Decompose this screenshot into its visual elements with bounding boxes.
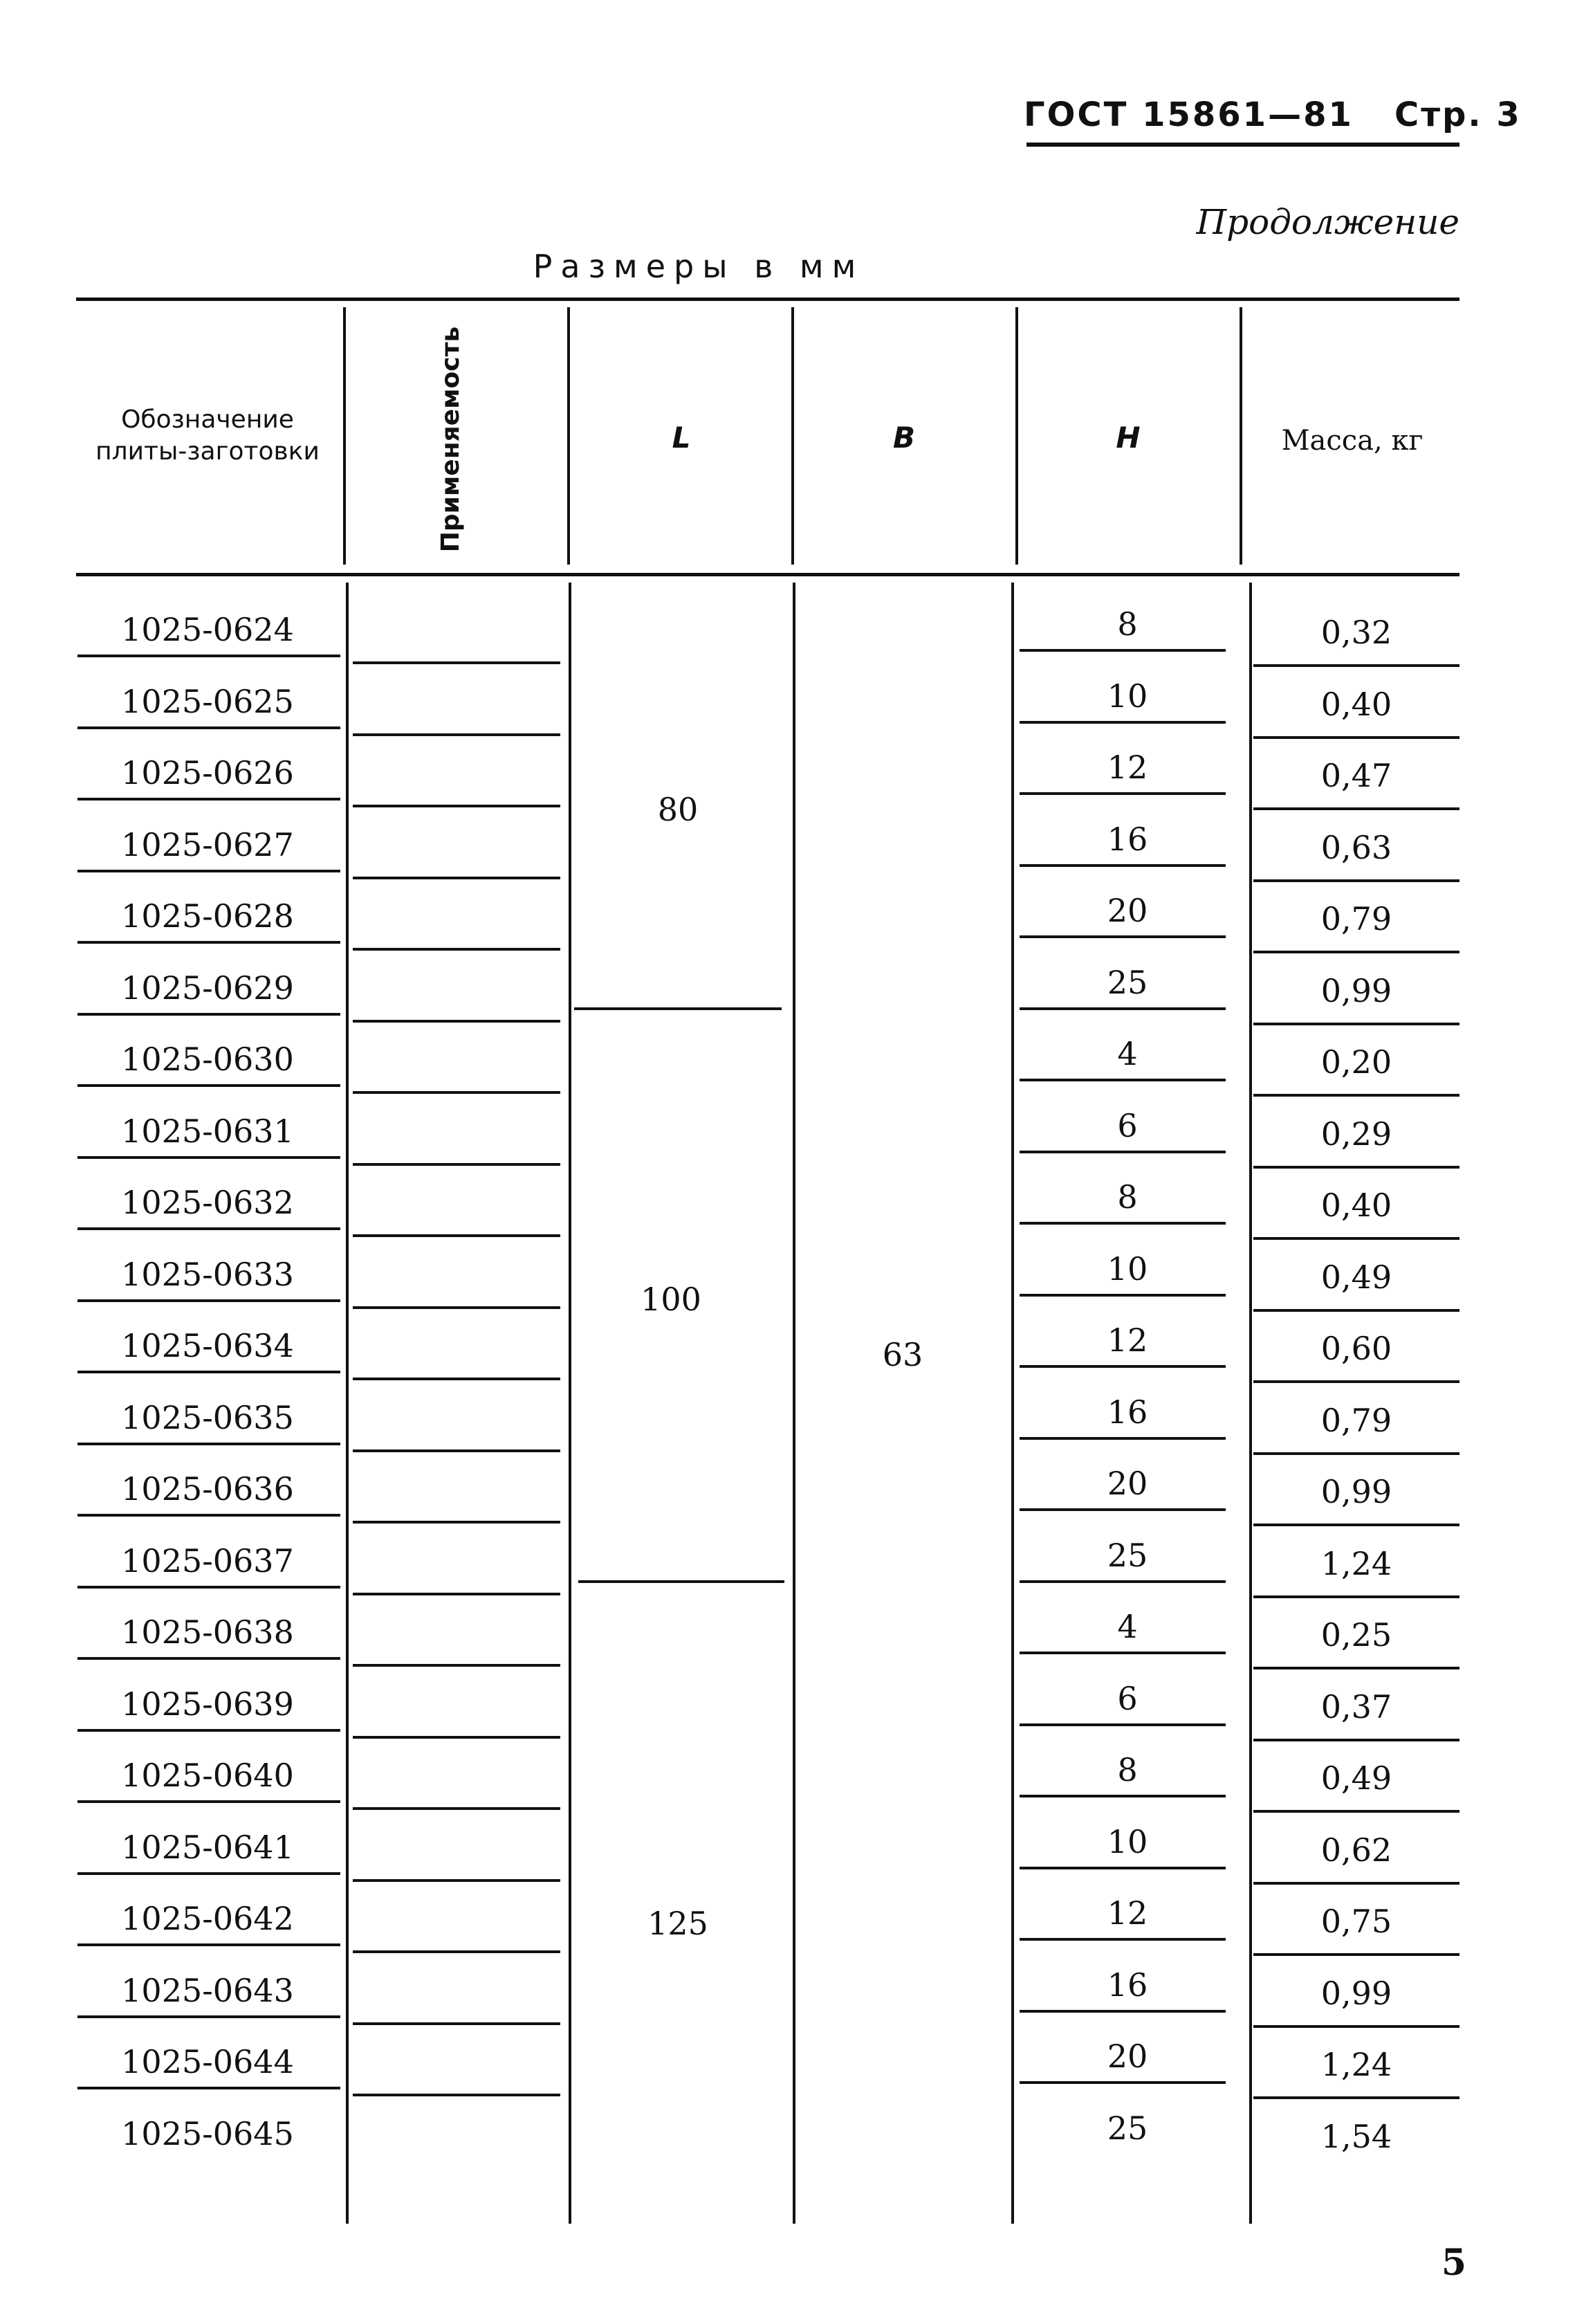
H-cell: 8 <box>1117 1178 1138 1216</box>
mass-row-line <box>1253 1739 1459 1741</box>
body-divider-1 <box>346 583 349 2224</box>
table-header-bottom-rule <box>76 573 1459 576</box>
designation-cell: 1025-0630 <box>121 1041 294 1078</box>
page-number: 5 <box>1441 2242 1466 2284</box>
H-cell: 4 <box>1117 1035 1138 1072</box>
designation-row-line <box>77 1156 340 1159</box>
applicability-row-line <box>353 2094 560 2096</box>
H-row-line <box>1020 1651 1226 1654</box>
column-header-designation: Обозначение плиты-заготовки <box>95 405 320 466</box>
designation-cell: 1025-0628 <box>121 897 294 935</box>
header-underline <box>1026 143 1459 147</box>
header-divider-5 <box>1240 307 1242 565</box>
designation-cell: 1025-0641 <box>121 1829 294 1866</box>
H-row-line <box>1020 1294 1226 1297</box>
header-divider-2 <box>567 307 570 565</box>
H-row-line <box>1020 1938 1226 1941</box>
designation-cell: 1025-0629 <box>121 969 294 1007</box>
dimensions-caption: Размеры в мм <box>533 248 865 285</box>
H-row-line <box>1020 1867 1226 1869</box>
designation-cell: 1025-0627 <box>121 826 294 863</box>
mass-row-line <box>1253 1953 1459 1956</box>
applicability-row-line <box>353 2022 560 2025</box>
H-row-line <box>1020 1723 1226 1726</box>
body-divider-5 <box>1249 583 1252 2224</box>
designation-row-line <box>77 1586 340 1589</box>
designation-row-line <box>77 726 340 729</box>
mass-row-line <box>1253 2096 1459 2099</box>
H-cell: 20 <box>1107 1465 1148 1502</box>
designation-row-line <box>77 1371 340 1373</box>
H-cell: 16 <box>1107 1393 1148 1431</box>
H-cell: 8 <box>1117 1751 1138 1788</box>
mass-cell: 0,60 <box>1320 1330 1392 1367</box>
applicability-row-line <box>353 1807 560 1810</box>
applicability-row-line <box>353 1234 560 1237</box>
mass-cell: 0,49 <box>1320 1259 1392 1296</box>
H-cell: 4 <box>1117 1608 1138 1645</box>
H-row-line <box>1020 1222 1226 1225</box>
H-row-line <box>1020 1079 1226 1081</box>
designation-row-line <box>77 1227 340 1230</box>
mass-row-line <box>1253 1023 1459 1025</box>
mass-cell: 0,29 <box>1320 1115 1392 1153</box>
mass-row-line <box>1253 807 1459 810</box>
body-divider-4 <box>1011 583 1014 2224</box>
H-cell: 20 <box>1107 2038 1148 2075</box>
body-divider-2 <box>569 583 571 2224</box>
applicability-row-line <box>353 1020 560 1023</box>
H-row-line <box>1020 2081 1226 2084</box>
H-row-line <box>1020 721 1226 724</box>
mass-row-line <box>1253 2025 1459 2028</box>
mass-cell: 0,37 <box>1320 1688 1392 1726</box>
H-row-line <box>1020 649 1226 652</box>
mass-row-line <box>1253 1166 1459 1169</box>
designation-cell: 1025-0639 <box>121 1685 294 1723</box>
H-cell: 12 <box>1107 1894 1148 1932</box>
designation-cell: 1025-0636 <box>121 1470 294 1508</box>
standard-title: ГОСТ 15861—81 <box>1024 95 1354 134</box>
designation-row-line <box>77 798 340 800</box>
designation-cell: 1025-0642 <box>121 1900 294 1937</box>
H-row-line <box>1020 935 1226 938</box>
H-row-line <box>1020 1580 1226 1583</box>
header-divider-3 <box>791 307 794 565</box>
H-row-line <box>1020 2010 1226 2013</box>
H-row-line <box>1020 1437 1226 1440</box>
mass-row-line <box>1253 664 1459 667</box>
designation-row-line <box>77 2087 340 2089</box>
H-cell: 10 <box>1107 677 1148 715</box>
column-header-applicability: Применяемость <box>436 326 465 553</box>
designation-cell: 1025-0644 <box>121 2043 294 2080</box>
designation-row-line <box>77 941 340 944</box>
H-cell: 16 <box>1107 1966 1148 2004</box>
applicability-row-line <box>353 1521 560 1524</box>
mass-cell: 0,79 <box>1320 900 1392 937</box>
H-row-line <box>1020 1365 1226 1368</box>
H-row-line <box>1020 1508 1226 1511</box>
H-row-line <box>1020 864 1226 867</box>
designation-cell: 1025-0634 <box>121 1327 294 1364</box>
applicability-row-line <box>353 1306 560 1309</box>
mass-cell: 0,63 <box>1320 829 1392 866</box>
applicability-row-line <box>353 1378 560 1380</box>
applicability-row-line <box>353 1593 560 1595</box>
mass-cell: 1,54 <box>1320 2118 1392 2155</box>
L-group-separator-2 <box>578 1580 784 1583</box>
H-cell: 12 <box>1107 1321 1148 1359</box>
designation-row-line <box>77 1514 340 1517</box>
mass-row-line <box>1253 951 1459 953</box>
header-divider-4 <box>1015 307 1018 565</box>
mass-row-line <box>1253 1524 1459 1526</box>
designation-cell: 1025-0643 <box>121 1972 294 2009</box>
H-row-line <box>1020 1795 1226 1797</box>
B-value: 63 <box>882 1336 923 1373</box>
H-cell: 20 <box>1107 892 1148 929</box>
designation-cell: 1025-0633 <box>121 1256 294 1293</box>
H-cell: 25 <box>1107 964 1148 1001</box>
mass-row-line <box>1253 1380 1459 1383</box>
designation-cell: 1025-0635 <box>121 1399 294 1436</box>
designation-row-line <box>77 1729 340 1732</box>
mass-cell: 1,24 <box>1320 2046 1392 2083</box>
mass-cell: 1,24 <box>1320 1545 1392 1582</box>
mass-cell: 0,99 <box>1320 1975 1392 2012</box>
applicability-row-line <box>353 948 560 951</box>
mass-row-line <box>1253 1667 1459 1669</box>
designation-row-line <box>77 1013 340 1016</box>
applicability-row-line <box>353 1449 560 1452</box>
designation-row-line <box>77 1443 340 1445</box>
mass-row-line <box>1253 1309 1459 1312</box>
column-header-H: H <box>1116 421 1141 455</box>
designation-row-line <box>77 655 340 657</box>
body-divider-3 <box>793 583 795 2224</box>
mass-row-line <box>1253 1237 1459 1240</box>
header-divider-1 <box>343 307 346 565</box>
H-cell: 10 <box>1107 1250 1148 1288</box>
column-header-mass: Масса, кг <box>1281 425 1424 457</box>
designation-row-line <box>77 1084 340 1087</box>
applicability-row-line <box>353 733 560 736</box>
H-cell: 12 <box>1107 749 1148 786</box>
H-cell: 6 <box>1117 1680 1138 1717</box>
mass-cell: 0,40 <box>1320 686 1392 723</box>
L-value-100: 100 <box>641 1281 701 1318</box>
H-cell: 8 <box>1117 605 1138 643</box>
designation-cell: 1025-0638 <box>121 1613 294 1651</box>
H-cell: 25 <box>1107 1537 1148 1574</box>
mass-cell: 0,47 <box>1320 757 1392 794</box>
applicability-row-line <box>353 805 560 807</box>
mass-row-line <box>1253 1595 1459 1598</box>
H-row-line <box>1020 1007 1226 1010</box>
continuation-label: Продолжение <box>1196 202 1459 242</box>
designation-cell: 1025-0632 <box>121 1184 294 1221</box>
L-value-125: 125 <box>647 1905 708 1942</box>
designation-row-line <box>77 1657 340 1660</box>
mass-cell: 0,20 <box>1320 1043 1392 1081</box>
applicability-row-line <box>353 1091 560 1094</box>
designation-row-line <box>77 870 340 872</box>
designation-row-line <box>77 1299 340 1302</box>
column-header-L: L <box>672 421 691 455</box>
mass-row-line <box>1253 736 1459 739</box>
H-cell: 16 <box>1107 821 1148 858</box>
applicability-row-line <box>353 877 560 879</box>
applicability-row-line <box>353 1879 560 1882</box>
designation-cell: 1025-0640 <box>121 1757 294 1794</box>
designation-cell: 1025-0631 <box>121 1113 294 1150</box>
applicability-row-line <box>353 1950 560 1953</box>
page-label: Стр. 3 <box>1394 95 1522 134</box>
L-value-80: 80 <box>657 791 699 828</box>
mass-row-line <box>1253 879 1459 882</box>
designation-row-line <box>77 1943 340 1946</box>
mass-cell: 0,75 <box>1320 1903 1392 1940</box>
mass-cell: 0,32 <box>1320 614 1392 651</box>
designation-cell: 1025-0624 <box>121 611 294 648</box>
mass-cell: 0,25 <box>1320 1616 1392 1654</box>
H-row-line <box>1020 1151 1226 1153</box>
H-cell: 25 <box>1107 2110 1148 2147</box>
designation-row-line <box>77 1800 340 1803</box>
column-header-B: B <box>892 421 915 455</box>
designation-cell: 1025-0626 <box>121 754 294 792</box>
applicability-row-line <box>353 1163 560 1166</box>
applicability-row-line <box>353 1664 560 1667</box>
applicability-row-line <box>353 661 560 664</box>
applicability-row-line <box>353 1736 560 1739</box>
H-row-line <box>1020 792 1226 795</box>
designation-cell: 1025-0645 <box>121 2115 294 2152</box>
mass-cell: 0,49 <box>1320 1759 1392 1797</box>
L-group-separator-1 <box>574 1007 782 1010</box>
table-top-rule <box>76 298 1459 301</box>
designation-cell: 1025-0625 <box>121 683 294 720</box>
mass-cell: 0,99 <box>1320 1473 1392 1510</box>
mass-row-line <box>1253 1452 1459 1455</box>
H-cell: 6 <box>1117 1107 1138 1144</box>
mass-cell: 0,62 <box>1320 1831 1392 1869</box>
mass-row-line <box>1253 1094 1459 1097</box>
mass-cell: 0,79 <box>1320 1402 1392 1439</box>
document-header <box>1024 95 1522 134</box>
mass-cell: 0,99 <box>1320 972 1392 1009</box>
mass-row-line <box>1253 1810 1459 1813</box>
designation-row-line <box>77 1872 340 1875</box>
mass-row-line <box>1253 1882 1459 1885</box>
designation-cell: 1025-0637 <box>121 1542 294 1580</box>
mass-cell: 0,40 <box>1320 1187 1392 1224</box>
H-cell: 10 <box>1107 1823 1148 1860</box>
designation-row-line <box>77 2015 340 2018</box>
